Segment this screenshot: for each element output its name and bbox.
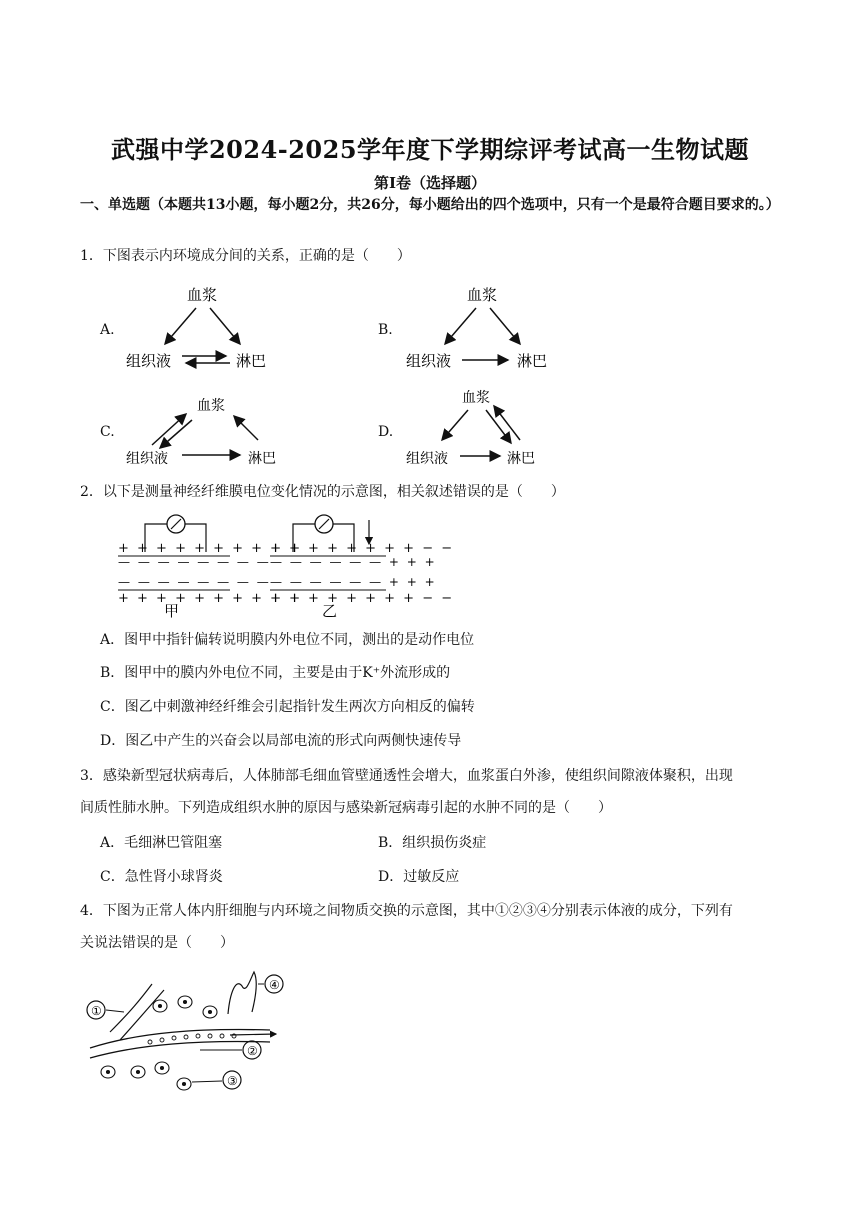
arrow-d-lymph-plasma [494,406,520,440]
tissue-label-a: 组织液 [126,352,172,370]
svg-text:+ + + + + + + + − −: + + + + + + + + − − [270,591,455,606]
q2-option-b: B．图甲中的膜内外电位不同，主要是由于K⁺外流形成的 [100,665,451,681]
exam-title: 武强中学2024-2025学年度下学期综评考试高一生物试题 [110,135,750,164]
svg-text:— — — — — — — —: — — — — — — — — [118,575,271,589]
q4-liver-cell-diagram [80,962,300,1092]
marker-4: ④ [269,978,280,992]
q1-diagram-a [126,286,266,370]
question-2-stem: 2．以下是测量神经纤维膜电位变化情况的示意图，相关叙述错误的是（ ） [80,484,565,500]
q1-option-d-label: D. [378,424,394,440]
arrow-d-plasma-lymph [486,410,511,443]
question-1-stem: 1．下图表示内环境成分间的关系，正确的是（ ） [80,248,411,264]
q1-diagram-c [126,397,276,467]
q2-option-d: D．图乙中产生的兴奋会以局部电流的形式向两侧快速传导 [100,733,462,749]
q1-diagrams [0,0,860,480]
svg-text:— — — — — — — —: — — — — — — — — [118,555,271,569]
question-4-stem-line1: 4．下图为正常人体内肝细胞与内环境之间物质交换的示意图，其中①②③④分别表示体液的成分，下列有 [80,903,733,919]
plasma-label-a: 血浆 [187,286,218,304]
q3-option-b: B．组织损伤炎症 [378,835,487,851]
lymph-label-d: 淋巴 [507,451,535,467]
lymph-label-b: 淋巴 [517,352,548,370]
plasma-label-c: 血浆 [197,398,225,414]
question-4-stem-line2: 关说法错误的是（ ） [80,935,234,951]
marker-2: ② [247,1044,258,1058]
fig-yi [270,515,454,620]
q1-option-b-label: B. [378,322,393,338]
arrow-d-plasma-tissue [442,410,468,440]
fig-jia-label: 甲 [164,602,180,620]
question-3-stem-line1: 3．感染新型冠状病毒后，人体肺部毛细血管壁通透性会增大，血浆蛋白外渗，使组织间隙液体聚积，出现 [80,768,733,784]
tissue-label-d: 组织液 [406,451,448,467]
tissue-label-b: 组织液 [406,352,452,370]
question-3-stem-line2: 间质性肺水肿。下列造成组织水肿的原因与感染新冠病毒引起的水肿不同的是（ ） [80,800,612,816]
fig-yi-label: 乙 [322,602,338,620]
svg-text:+ + + + + + + + − −: + + + + + + + + − − [270,541,455,556]
section-heading: 一、单选题（本题共13小题，每小题2分，共26分，每小题给出的四个选项中，只有一个是最符合题目要求的。） [80,197,780,213]
q1-diagram-d [406,389,535,467]
marker-1: ① [91,1004,102,1018]
lymph-label-a: 淋巴 [236,352,267,370]
q1-option-c-label: C. [100,424,115,440]
lymph-label-c: 淋巴 [248,451,276,467]
svg-text:— — — — — — + + +: — — — — — — + + + [270,555,437,569]
marker-3: ③ [227,1074,238,1088]
svg-text:— — — — — — + + +: — — — — — — + + + [270,575,437,589]
q1-option-a-label: A. [100,322,115,338]
tissue-label-c: 组织液 [126,451,168,467]
plasma-label-d: 血浆 [462,390,490,406]
q3-option-a: A．毛细淋巴管阻塞 [100,835,223,851]
q1-diagram-b [406,286,547,370]
q2-membrane-diagrams [110,508,455,620]
arrow-a-plasma-lymph [210,308,240,344]
q2-option-a: A．图甲中指针偏转说明膜内外电位不同，测出的是动作电位 [100,632,475,648]
q2-option-c: C．图乙中刺激神经纤维会引起指针发生两次方向相反的偏转 [100,699,475,715]
arrow-b-plasma-lymph [490,308,520,344]
arrow-c-lymph-plasma [234,416,258,440]
part-heading: 第Ⅰ卷（选择题） [373,174,487,192]
svg-text:+ + + + + + + + + +: + + + + + + + + + + [118,541,303,556]
arrow-b-plasma-tissue [445,308,476,344]
svg-text:+ + + + + + + + + +: + + + + + + + + + + [118,591,303,606]
plasma-label-b: 血浆 [467,286,498,304]
q3-option-d: D．过敏反应 [378,869,460,885]
arrow-a-plasma-tissue [165,308,196,344]
q3-option-c: C．急性肾小球肾炎 [100,869,223,885]
